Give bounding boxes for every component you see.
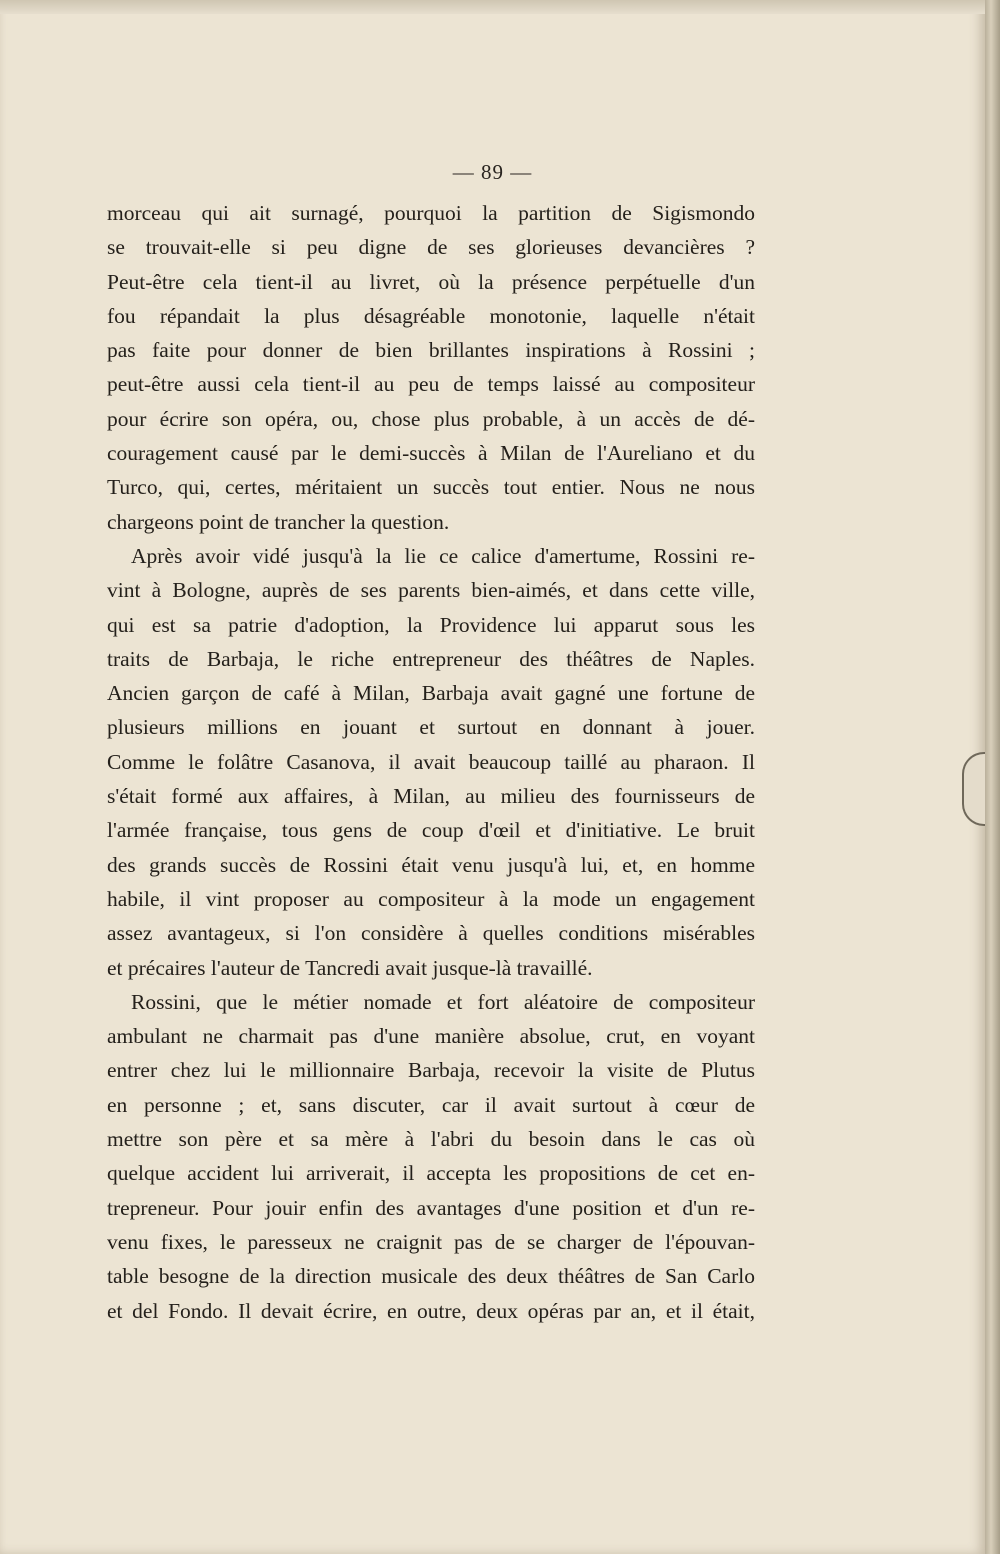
text-line: et précaires l'auteur de Tancredi avait jusque-là travaillé. — [107, 955, 593, 980]
paragraph-3 — [107, 985, 755, 1328]
text-line: Après avoir vidé jusqu'à la lie ce calice d'amertume, Rossini re- — [131, 543, 755, 568]
text-line: des grands succès de Rossini était venu jusqu'à lui, et, en homme — [107, 852, 755, 877]
book-page-edge — [985, 0, 1000, 1554]
text-line: habile, il vint proposer au compositeur à la mode un engagement — [107, 886, 755, 911]
text-line: mettre son père et sa mère à l'abri du besoin dans le cas où — [107, 1127, 755, 1152]
text-line: chargeons point de trancher la question. — [107, 509, 450, 534]
text-line: qui est sa patrie d'adoption, la Providence lui apparut sous les — [107, 612, 755, 637]
text-line: Turco, qui, certes, méritaient un succès tout entier. Nous ne nous — [107, 475, 755, 500]
paragraph-2 — [107, 539, 755, 985]
text-line: se trouvait-elle si peu digne de ses glorieuses devancières ? — [107, 235, 755, 260]
text-line: fou répandait la plus désagréable monotonie, laquelle n'était — [107, 303, 755, 328]
text-line: assez avantageux, si l'on considère à quelles conditions misérables — [107, 921, 755, 946]
text-line: trepreneur. Pour jouir enfin des avantages d'une position et d'un re- — [107, 1195, 755, 1220]
text-line: Rossini, que le métier nomade et fort aléatoire de compositeur — [131, 989, 755, 1014]
text-line: Peut-être cela tient-il au livret, où la présence perpétuelle d'un — [107, 269, 755, 294]
page-top-edge — [0, 0, 985, 14]
text-line: et del Fondo. Il devait écrire, en outre, deux opéras par an, et il était, — [107, 1298, 755, 1323]
text-line: s'était formé aux affaires, à Milan, au milieu des fournisseurs de — [107, 784, 755, 809]
paragraph-1 — [107, 196, 755, 539]
text-line: l'armée française, tous gens de coup d'œil et d'initiative. Le bruit — [107, 818, 755, 843]
text-line: plusieurs millions en jouant et surtout en donnant à jouer. — [107, 715, 755, 740]
body-text — [107, 196, 755, 1328]
text-line: quelque accident lui arriverait, il accepta les propositions de cet en- — [107, 1161, 755, 1186]
text-line: pour écrire son opéra, ou, chose plus probable, à un accès de dé- — [107, 406, 755, 431]
page-tab-marker — [962, 752, 986, 826]
text-line: peut-être aussi cela tient-il au peu de temps laissé au compositeur — [107, 372, 755, 397]
text-line: Ancien garçon de café à Milan, Barbaja avait gagné une fortune de — [107, 681, 755, 706]
text-line: Comme le folâtre Casanova, il avait beaucoup taillé au pharaon. Il — [107, 749, 755, 774]
text-line: couragement causé par le demi-succès à Milan de l'Aureliano et du — [107, 441, 755, 466]
text-line: ambulant ne charmait pas d'une manière absolue, crut, en voyant — [107, 1024, 755, 1049]
text-line: vint à Bologne, auprès de ses parents bien-aimés, et dans cette ville, — [107, 578, 755, 603]
text-line: venu fixes, le paresseux ne craignit pas de se charger de l'épouvan- — [107, 1229, 755, 1254]
text-line: morceau qui ait surnagé, pourquoi la partition de Sigismondo — [107, 201, 755, 225]
text-line: pas faite pour donner de bien brillantes inspirations à Rossini ; — [107, 338, 755, 363]
text-line: traits de Barbaja, le riche entrepreneur des théâtres de Naples. — [107, 646, 755, 671]
text-line: en personne ; et, sans discuter, car il avait surtout à cœur de — [107, 1092, 755, 1117]
page-number: — 89 — — [452, 160, 533, 184]
text-line: table besogne de la direction musicale des deux théâtres de San Carlo — [107, 1264, 755, 1289]
text-line: entrer chez lui le millionnaire Barbaja, recevoir la visite de Plutus — [107, 1058, 755, 1083]
